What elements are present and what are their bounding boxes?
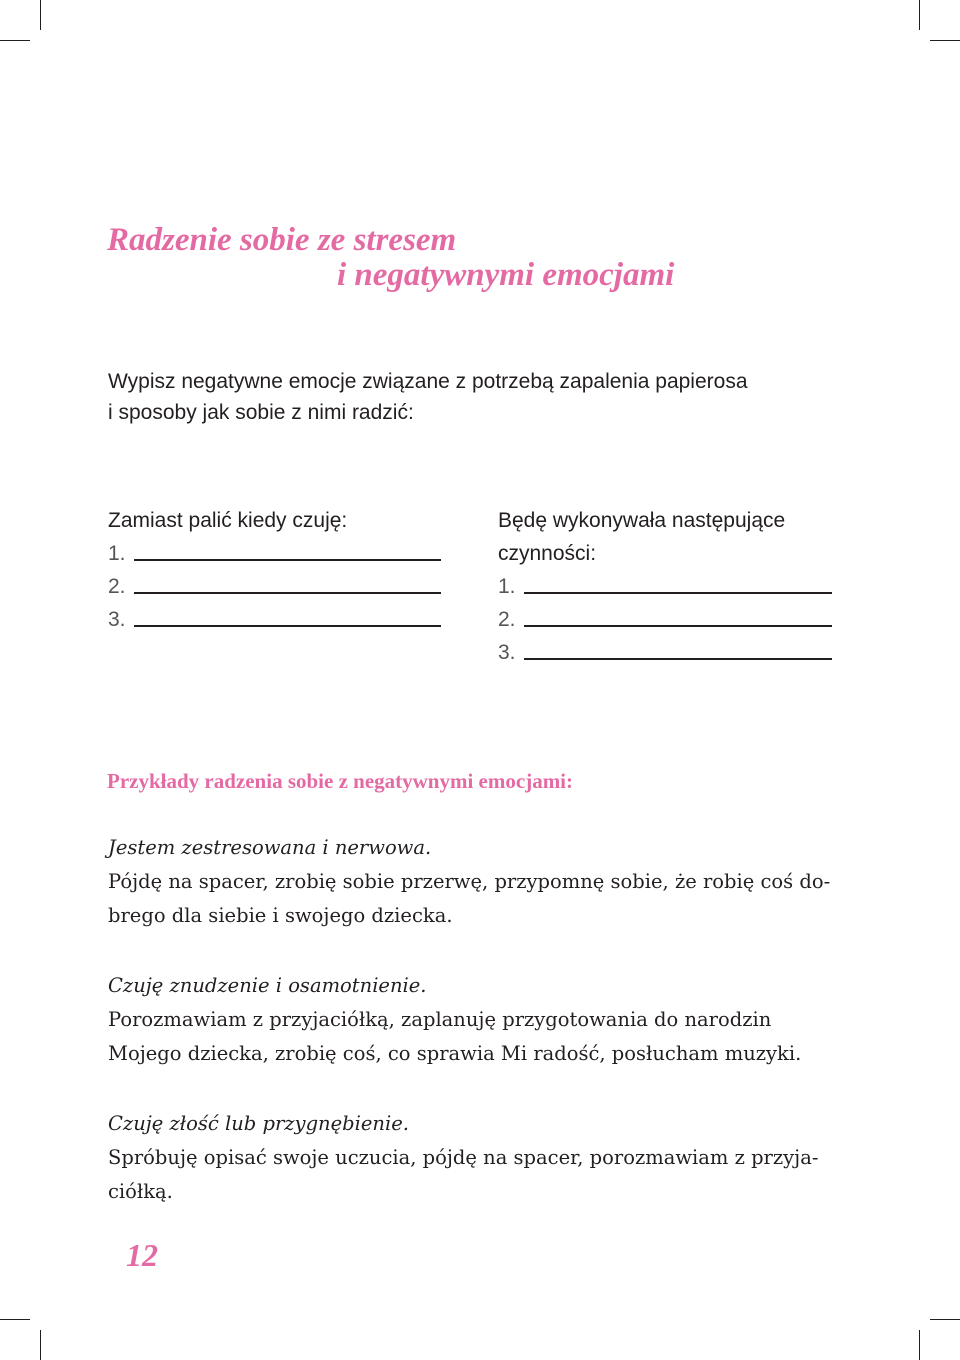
example-action-line: brego dla siebie i swojego dziecka.: [108, 904, 453, 927]
example-action-line: Porozmawiam z przyjaciółką, zaplanuję przygotowania do narodzin: [108, 1008, 772, 1031]
left-list-item-2: [108, 570, 468, 603]
example-action-line: ciółką.: [108, 1180, 173, 1203]
right-list-item-1: [498, 570, 858, 603]
crop-mark-bottom-left: [40, 1330, 41, 1360]
crop-mark-top-right: [930, 40, 960, 41]
list-number: 2.: [498, 608, 516, 631]
right-column: [498, 504, 858, 669]
example-block: [108, 1107, 848, 1209]
list-number: 1.: [498, 575, 516, 598]
intro-text: [108, 366, 868, 428]
crop-mark-bottom-right: [919, 1330, 920, 1360]
left-list-item-3: [108, 603, 468, 636]
example-action: [108, 1003, 848, 1071]
page-title-line-1: Radzenie sobie ze stresem: [107, 222, 457, 258]
example-feeling: Czuję złość lub przygnębienie.: [108, 1112, 409, 1135]
example-action-line: Spróbuję opisać swoje uczucia, pójdę na spacer, porozmawiam z przyja-: [108, 1146, 819, 1169]
list-number: 1.: [108, 542, 126, 565]
blank-write-line: [524, 658, 832, 660]
blank-write-line: [134, 559, 441, 561]
crop-mark-top-right: [919, 0, 920, 30]
example-feeling: Czuję znudzenie i osamotnienie.: [108, 974, 427, 997]
left-list-item-1: [108, 537, 468, 570]
example-action-line: Pójdę na spacer, zrobię sobie przerwę, przypomnę sobie, że robię coś do-: [108, 870, 831, 893]
example-feeling: Jestem zestresowana i nerwowa.: [108, 836, 432, 859]
left-column-heading: Zamiast palić kiedy czuję:: [108, 509, 348, 532]
example-action: [108, 865, 848, 933]
left-column: [108, 504, 468, 636]
right-column-heading-line-1: Będę wykonywała następujące: [498, 509, 786, 532]
blank-write-line: [524, 592, 832, 594]
examples-heading: Przykłady radzenia sobie z negatywnymi emocjami:: [107, 769, 574, 793]
list-number: 3.: [108, 608, 126, 631]
example-block: [108, 969, 848, 1071]
crop-mark-top-left: [40, 0, 41, 30]
right-column-heading-line-2: czynności:: [498, 542, 597, 565]
page-number: 12: [126, 1237, 158, 1273]
list-number: 3.: [498, 641, 516, 664]
example-action-line: Mojego dziecka, zrobię coś, co sprawia Mi radość, posłucham muzyki.: [108, 1042, 802, 1065]
crop-mark-top-left: [0, 40, 30, 41]
example-action: [108, 1141, 848, 1209]
blank-write-line: [524, 625, 832, 627]
example-block: [108, 831, 848, 933]
page-title-line-2: i negatywnymi emocjami: [337, 257, 675, 293]
intro-line-2: i sposoby jak sobie z nimi radzić:: [108, 401, 414, 424]
blank-write-line: [134, 625, 441, 627]
blank-write-line: [134, 592, 441, 594]
list-number: 2.: [108, 575, 126, 598]
crop-mark-bottom-right: [930, 1319, 960, 1320]
intro-line-1: Wypisz negatywne emocje związane z potrzebą zapalenia papierosa: [108, 370, 748, 393]
crop-mark-bottom-left: [0, 1319, 30, 1320]
right-list-item-2: [498, 603, 858, 636]
right-list-item-3: [498, 636, 858, 669]
